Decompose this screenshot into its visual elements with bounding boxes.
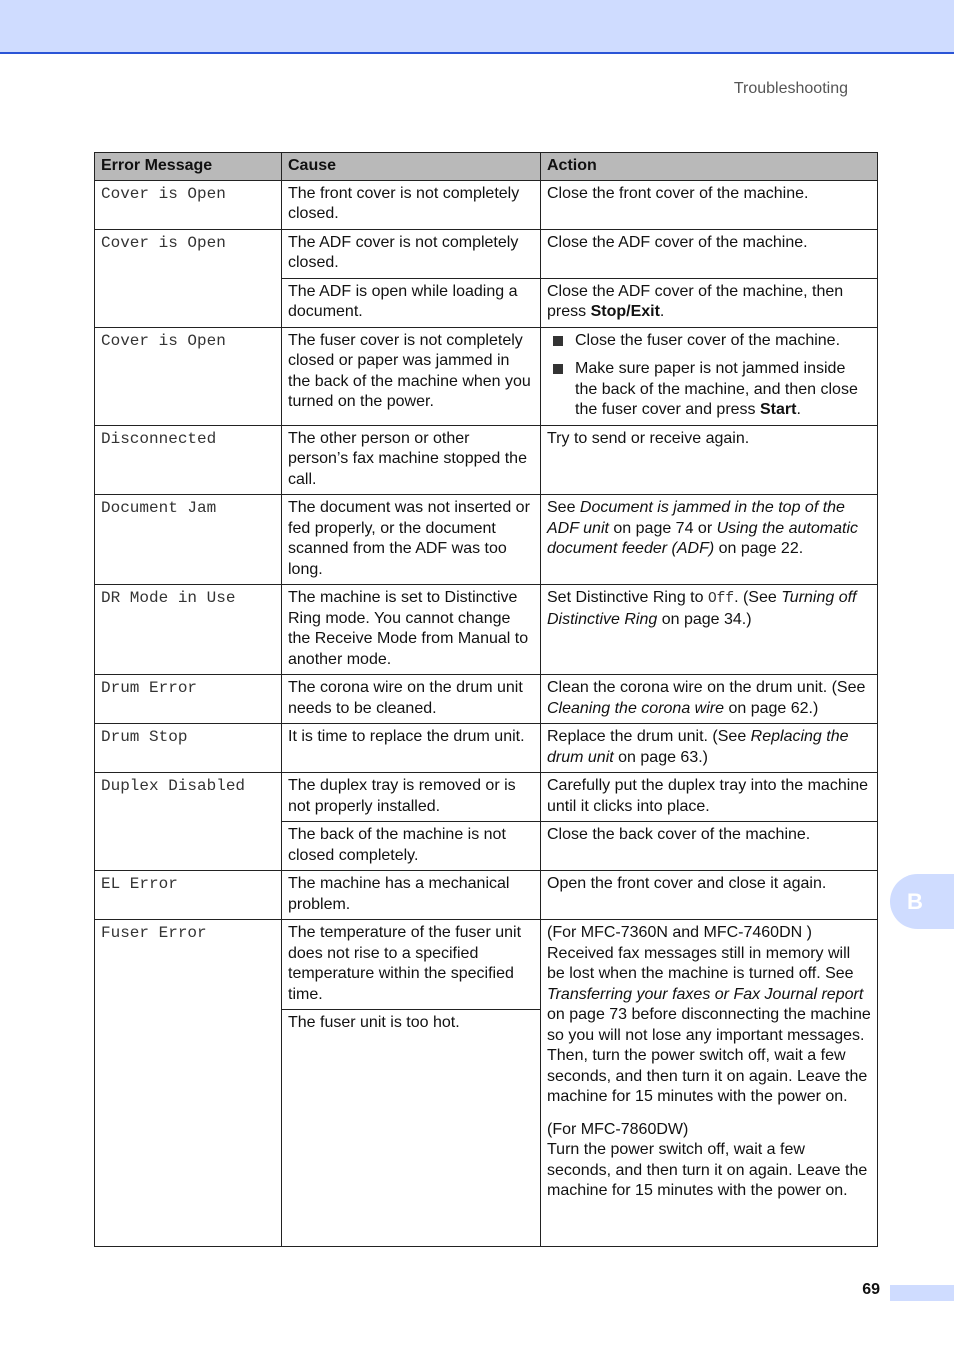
action-text: Set Distinctive Ring to — [547, 589, 708, 606]
error-message-table — [94, 152, 878, 1247]
action-text: . (See — [734, 589, 782, 606]
square-bullet-icon — [553, 364, 563, 374]
table-row — [95, 871, 878, 920]
action-cell — [541, 920, 878, 1247]
action-text-end: . — [659, 303, 665, 320]
error-message-cell: Fuser Error — [95, 920, 282, 1247]
cause-cell: The ADF cover is not completely closed. — [282, 229, 541, 278]
action-cell: Close the front cover of the machine. — [541, 180, 878, 229]
action-text: on page 73 before disconnecting the machine so you will not lose any important messages. Then, turn the power switch off, wait a few seconds, and then turn it on again. Leave the machine for 15 minutes with the power on. — [547, 1006, 871, 1105]
action-text: on page 22. — [714, 540, 804, 557]
bullet-item — [547, 331, 871, 352]
cause-cell: The machine is set to Distinctive Ring mode. You cannot change the Receive Mode from Manual to another mode. — [282, 585, 541, 675]
action-text: on page 63.) — [613, 748, 708, 766]
reference-using-adf: Using the automatic document feeder (ADF) — [547, 519, 858, 557]
bullet-item — [547, 359, 871, 421]
column-header-cause: Cause — [282, 153, 541, 181]
table-row — [95, 495, 878, 585]
error-message-cell: Drum Stop — [95, 724, 282, 773]
error-message-cell: Cover is Open — [95, 327, 282, 425]
bullet-text — [575, 359, 871, 421]
table-row — [95, 229, 878, 278]
action-text: on page 34.) — [657, 610, 752, 628]
cause-cell: The other person or other person’s fax machine stopped the call. — [282, 425, 541, 495]
cause-cell: The machine has a mechanical problem. — [282, 871, 541, 920]
table-row — [95, 327, 878, 425]
cause-cell: The ADF is open while loading a document. — [282, 278, 541, 327]
error-message-cell: Document Jam — [95, 495, 282, 585]
top-header-band — [0, 0, 954, 54]
cause-cell: The duplex tray is removed or is not properly installed. — [282, 773, 541, 822]
page-number-bar — [890, 1285, 954, 1301]
action-cell — [541, 585, 878, 675]
bullet-text-start: Make sure paper is not jammed inside the back of the machine, and then close the fuser cover and press — [575, 360, 858, 418]
action-cell — [541, 327, 878, 425]
square-bullet-icon — [553, 336, 563, 346]
error-message-cell: EL Error — [95, 871, 282, 920]
table-row — [95, 675, 878, 724]
reference-turning-off-distinctive-ring: Turning off Distinctive Ring — [547, 589, 857, 628]
cause-cell: The front cover is not completely closed. — [282, 180, 541, 229]
appendix-b-tab: B — [890, 874, 954, 929]
action-cell — [541, 675, 878, 724]
bullet-text: Close the fuser cover of the machine. — [575, 331, 841, 349]
reference-cleaning-corona-wire: Cleaning the corona wire — [547, 699, 724, 717]
cause-cell: The temperature of the fuser unit does not rise to a specified temperature within the specified time. — [282, 920, 541, 1010]
action-text: on page 74 or — [608, 519, 717, 537]
error-message-cell: Cover is Open — [95, 180, 282, 229]
error-message-cell: Cover is Open — [95, 229, 282, 327]
action-cell — [541, 495, 878, 585]
action-cell: Try to send or receive again. — [541, 425, 878, 495]
action-text: on page 62.) — [724, 699, 819, 717]
action-cell — [541, 278, 878, 327]
error-message-cell: Duplex Disabled — [95, 773, 282, 871]
error-message-cell: Disconnected — [95, 425, 282, 495]
table-row — [95, 724, 878, 773]
bullet-text-end: . — [796, 401, 801, 418]
action-cell: Close the back cover of the machine. — [541, 822, 878, 871]
action-model-note: (For MFC-7860DW) — [547, 1120, 689, 1138]
table-row — [95, 180, 878, 229]
action-text: Clean the corona wire on the drum unit. (See — [547, 679, 866, 696]
setting-value-off: Off — [707, 591, 735, 607]
action-model-note: (For MFC-7360N and MFC-7460DN ) — [547, 924, 812, 941]
action-text: Received fax messages still in memory will be lost when the machine is turned off. See — [547, 944, 854, 982]
cause-cell: The back of the machine is not closed completely. — [282, 822, 541, 871]
error-message-cell: Drum Error — [95, 675, 282, 724]
table-row — [95, 773, 878, 822]
error-message-cell: DR Mode in Use — [95, 585, 282, 675]
column-header-action: Action — [541, 153, 878, 181]
action-cell: Open the front cover and close it again. — [541, 871, 878, 920]
table-row — [95, 585, 878, 675]
cause-cell: The corona wire on the drum unit needs to be cleaned. — [282, 675, 541, 724]
reference-transferring-faxes: Transferring your faxes or Fax Journal report — [547, 985, 864, 1003]
paragraph-spacer — [547, 1108, 871, 1120]
reference-replacing-drum-unit: Replacing the drum unit — [547, 728, 849, 766]
action-text: Replace the drum unit. (See — [547, 728, 751, 745]
action-text: See — [547, 499, 580, 516]
table-row — [95, 425, 878, 495]
reference-document-jammed-adf: Document is jammed in the top of the ADF unit — [547, 499, 845, 537]
action-paragraph — [547, 944, 871, 1108]
column-header-error-message: Error Message — [95, 153, 282, 181]
stop-exit-key-label: Stop/Exit — [590, 303, 660, 320]
section-title: Troubleshooting — [733, 80, 848, 97]
start-key-label: Start — [759, 401, 797, 418]
action-cell: Close the ADF cover of the machine. — [541, 229, 878, 278]
page-number: 69 — [862, 1281, 880, 1298]
cause-cell: The document was not inserted or fed properly, or the document scanned from the ADF was too long. — [282, 495, 541, 585]
cause-cell: It is time to replace the drum unit. — [282, 724, 541, 773]
action-cell: Carefully put the duplex tray into the machine until it clicks into place. — [541, 773, 878, 822]
action-text: Close the ADF cover of the machine, then press — [547, 282, 844, 320]
action-paragraph: Turn the power switch off, wait a few seconds, and then turn it on again. Leave the machine for 15 minutes with the power on. — [547, 1141, 868, 1199]
action-cell — [541, 724, 878, 773]
table-row — [95, 920, 878, 1010]
table-header-row — [95, 153, 878, 181]
cause-cell: The fuser cover is not completely closed or paper was jammed in the back of the machine when you turned on the power. — [282, 327, 541, 425]
cause-cell: The fuser unit is too hot. — [282, 1010, 541, 1247]
